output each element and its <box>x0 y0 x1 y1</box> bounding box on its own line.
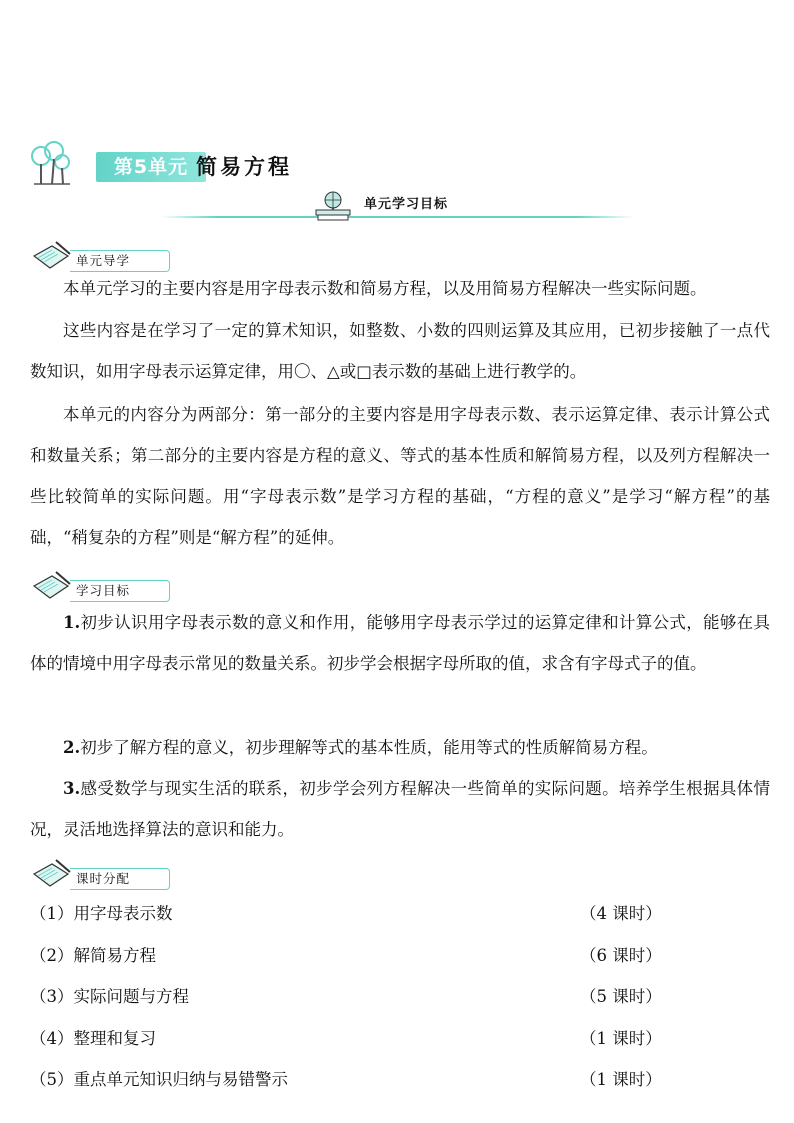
schedule-hours: （5 课时） <box>580 987 662 1006</box>
schedule-row <box>30 935 770 977</box>
goal-banner <box>160 190 634 230</box>
goal-banner-line <box>160 216 634 218</box>
schedule-label: （5）重点单元知识归纳与易错警示 <box>30 1070 288 1089</box>
goal-item-1 <box>30 602 770 684</box>
schedule-row <box>30 976 770 1018</box>
unit-badge: 第5单元 <box>96 152 206 182</box>
notebook-pen-icon <box>30 858 74 892</box>
schedule-hours: （4 课时） <box>580 904 662 923</box>
notebook-pen-icon <box>30 570 74 604</box>
goal-item-3 <box>30 768 770 850</box>
intro-paragraph-1: 本单元学习的主要内容是用字母表示数和简易方程，以及用简易方程解决一些实际问题。 <box>63 279 707 298</box>
goal-text: 初步了解方程的意义，初步理解等式的基本性质，能用等式的性质解简易方程。 <box>80 738 658 757</box>
schedule-hours: （6 课时） <box>580 945 662 965</box>
books-globe-icon <box>310 190 356 222</box>
schedule-hours: （1 课时） <box>580 1070 662 1089</box>
goal-number: 2. <box>63 738 81 757</box>
goal-text: 感受数学与现实生活的联系，初步学会列方程解决一些简单的实际问题。培养学生根据具体情况，灵活地选择算法的意识和能力。 <box>30 779 770 839</box>
section-tag-label: 学习目标 <box>76 583 131 598</box>
goal-number: 3. <box>63 779 81 798</box>
intro-paragraph-3: 本单元的内容分为两部分：第一部分的主要内容是用字母表示数、表示运算定律、表示计算公式和数量关系；第二部分的主要内容是方程的意义、等式的基本性质和解简易方程，以及列方程解决一些比较简单的实际问题。用“字母表示数”是学习方程的基础，“方程的意义”是学习“解方程”的基础，“稍复杂的方程”则是“解方程”的延伸。 <box>30 405 770 547</box>
tree-icon <box>28 140 72 186</box>
unit-header <box>28 140 768 190</box>
schedule-row <box>30 1059 770 1101</box>
goal-text: 初步认识用字母表示数的意义和作用，能够用字母表示学过的运算定律和计算公式，能够在具体的情境中用字母表示常见的数量关系。初步学会根据字母所取的值，求含有字母式子的值。 <box>30 613 770 673</box>
schedule-row <box>30 1018 770 1060</box>
schedule-label: （2）解简易方程 <box>30 945 156 965</box>
section-tag-label: 单元导学 <box>76 253 131 268</box>
schedule-hours: （1 课时） <box>580 1028 662 1048</box>
section-tag-goals <box>30 570 170 604</box>
goal-number: 1. <box>63 613 81 632</box>
schedule-list <box>30 893 770 1101</box>
schedule-label: （3）实际问题与方程 <box>30 987 189 1006</box>
unit-title: 简易方程 <box>196 155 292 179</box>
schedule-label: （1）用字母表示数 <box>30 904 173 923</box>
schedule-label: （4）整理和复习 <box>30 1028 156 1048</box>
goal-item-2 <box>30 727 770 768</box>
goal-banner-label: 单元学习目标 <box>356 194 456 216</box>
intro-paragraph-2: 这些内容是在学习了一定的算术知识，如整数、小数的四则运算及其应用，已初步接触了一点代数知识，如用字母表示运算定律，用〇、△或□表示数的基础上进行教学的。 <box>30 321 770 381</box>
section-tag-schedule <box>30 858 170 892</box>
section-tag-label: 课时分配 <box>76 871 131 886</box>
schedule-row <box>30 893 770 935</box>
